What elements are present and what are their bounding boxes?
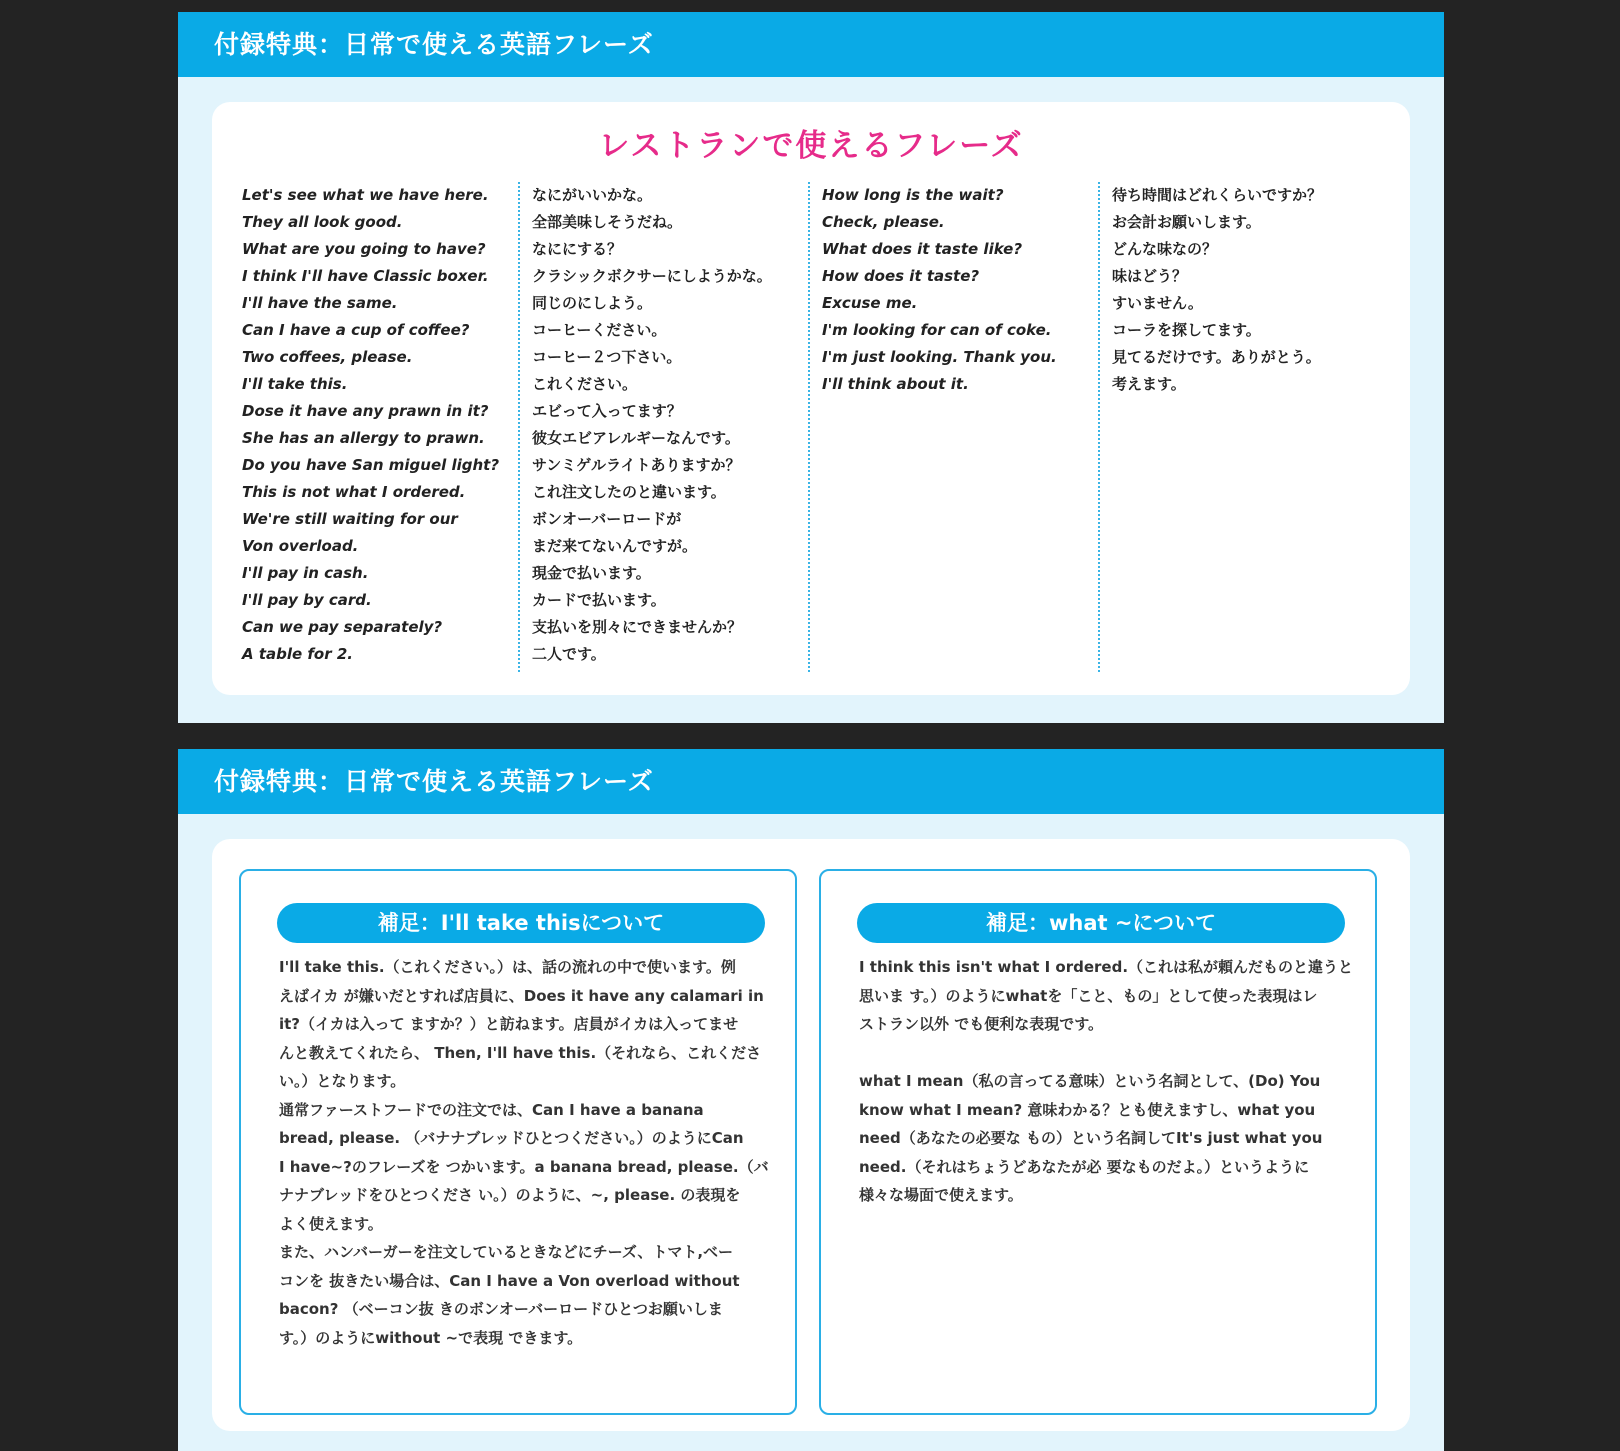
- japanese-phrase: ボンオーバーロードが: [532, 510, 682, 528]
- english-phrase: Can we pay separately?: [242, 618, 443, 636]
- japanese-phrase: お会計お願いします。: [1112, 213, 1261, 231]
- note-title: 補足：what ~について: [857, 903, 1345, 943]
- japanese-phrase: コーヒーください。: [532, 321, 667, 339]
- column-divider: [1098, 182, 1100, 672]
- japanese-phrase: クラシックボクサーにしようかな。: [532, 267, 772, 285]
- japanese-phrase: すいません。: [1112, 294, 1203, 312]
- japanese-phrase: 全部美味しそうだね。: [532, 213, 683, 231]
- note-line: す。）のようにwithout ~で表現 できます。: [279, 1328, 583, 1347]
- english-phrase: I'll pay by card.: [242, 591, 372, 609]
- english-phrases-column-1: [242, 182, 512, 663]
- note-line: I'll take this.（これください。）は、話の流れの中で使います。例: [279, 958, 736, 976]
- note-line: need（あなたの必要な もの）という名詞してIt's just what you: [859, 1129, 1323, 1147]
- note-line: ストラン以外 でも便利な表現です。: [859, 1015, 1104, 1033]
- note-line: need.（それはちょうどあなたが必 要なものだよ。）というように: [859, 1157, 1310, 1176]
- english-phrase: I'll think about it.: [822, 375, 969, 393]
- english-phrase: Can I have a cup of coffee?: [242, 321, 470, 339]
- note-line: know what I mean? 意味わかる？とも使えますし、what you: [859, 1100, 1316, 1119]
- note-line: 様々な場面で使えます。: [859, 1186, 1023, 1204]
- japanese-phrase: なにがいいかな。: [532, 186, 653, 204]
- english-phrase: We're still waiting for our: [242, 510, 458, 528]
- english-phrase: What are you going to have?: [242, 240, 486, 258]
- english-phrase: She has an allergy to prawn.: [242, 429, 485, 447]
- english-phrase: Do you have San miguel light?: [242, 456, 500, 474]
- note-line: んと教えてくれたら、 Then, I'll have this.（それなら、これくださ: [279, 1043, 762, 1062]
- english-phrase: Excuse me.: [822, 294, 918, 312]
- note-line: 通常ファーストフードでの注文では、Can I have a banana: [279, 1100, 704, 1119]
- english-phrase: I'll have the same.: [242, 294, 398, 312]
- japanese-phrase: 味はどう？: [1112, 267, 1188, 285]
- note-line: bread, please. （バナナブレッドひとつください。）のようにCan: [279, 1129, 744, 1147]
- japanese-phrase: 二人です。: [532, 645, 606, 663]
- column-divider: [518, 182, 520, 672]
- english-phrase: I'll pay in cash.: [242, 564, 369, 582]
- english-phrase: I think I'll have Classic boxer.: [242, 267, 489, 285]
- english-phrase: A table for 2.: [242, 645, 353, 663]
- note-line: い。）となります。: [279, 1072, 406, 1090]
- japanese-phrase: これください。: [532, 375, 638, 393]
- page-header: 付録特典：日常で使える英語フレーズ: [178, 749, 1444, 814]
- note-line: ナナブレッドをひとつくださ い。）のように、~, please. の表現を: [279, 1186, 741, 1204]
- english-phrase: I'm just looking. Thank you.: [822, 348, 1057, 366]
- japanese-phrase: どんな味なの？: [1112, 240, 1218, 258]
- note-line: I have~?のフレーズを つかいます。a banana bread, please.（バ: [279, 1157, 769, 1176]
- japanese-phrases-column-2: [1112, 182, 1382, 650]
- japanese-phrase: 現金で払います。: [532, 564, 651, 582]
- note-body: [279, 953, 769, 1352]
- english-phrase: They all look good.: [242, 213, 403, 231]
- english-phrase: I'll take this.: [242, 375, 348, 393]
- japanese-phrase: 支払いを別々にできませんか？: [532, 618, 743, 636]
- section-title: レストランで使えるフレーズ: [598, 128, 1024, 164]
- english-phrase: This is not what I ordered.: [242, 483, 466, 501]
- page-supplement-notes: [178, 749, 1444, 1451]
- japanese-phrase: 待ち時間はどれくらいですか？: [1112, 186, 1323, 204]
- japanese-phrase: なににする？: [532, 240, 623, 258]
- note-line: I think this isn't what I ordered.（これは私が頼んだものと違うと: [859, 958, 1354, 976]
- japanese-phrase: コーヒー２つ下さい。: [532, 348, 682, 366]
- english-phrase: How long is the wait?: [822, 186, 1004, 204]
- note-box-what: [819, 869, 1377, 1415]
- english-phrase: Von overload.: [242, 537, 359, 555]
- japanese-phrase: まだ来てないんですが。: [532, 537, 698, 555]
- note-line: コンを 抜きたい場合は、Can I have a Von overload without: [279, 1271, 740, 1290]
- japanese-phrase: 彼女エビアレルギーなんです。: [532, 429, 740, 447]
- japanese-phrase: 同じのにしよう。: [532, 294, 653, 312]
- english-phrase: Check, please.: [822, 213, 945, 231]
- paragraph-gap: [859, 1039, 1345, 1068]
- japanese-phrases-column-1: [532, 182, 802, 663]
- english-phrase: What does it taste like?: [822, 240, 1023, 258]
- english-phrases-column-2: [822, 182, 1092, 650]
- japanese-phrase: 考えます。: [1112, 375, 1186, 393]
- note-body: [859, 953, 1354, 1210]
- english-phrase: I'm looking for can of coke.: [822, 321, 1052, 339]
- japanese-phrase: サンミゲルライトありますか？: [532, 456, 741, 474]
- notes-panel: [212, 839, 1410, 1431]
- english-phrase: Two coffees, please.: [242, 348, 413, 366]
- english-phrase: Dose it have any prawn in it?: [242, 402, 489, 420]
- page-header: 付録特典：日常で使える英語フレーズ: [178, 12, 1444, 77]
- note-box-ill-take-this: [239, 869, 797, 1415]
- phrase-panel: [212, 102, 1410, 695]
- note-line: it?（イカは入って ますか？）と訪ねます。店員がイカは入ってませ: [279, 1015, 739, 1033]
- english-phrase: How does it taste?: [822, 267, 980, 285]
- japanese-phrase: これ注文したのと違います。: [532, 483, 726, 501]
- page-restaurant-phrases: [178, 12, 1444, 723]
- note-title: 補足：I'll take thisについて: [277, 903, 765, 943]
- japanese-phrase: エビって入ってます？: [532, 402, 682, 420]
- english-phrase: Let's see what we have here.: [242, 186, 489, 204]
- note-line: what I mean（私の言ってる意味）という名詞として、(Do) You: [859, 1072, 1321, 1090]
- note-line: bacon? （ベーコン抜 きのボンオーバーロードひとつお願いしま: [279, 1300, 723, 1318]
- japanese-phrase: コーラを探してます。: [1112, 321, 1261, 339]
- japanese-phrase: カードで払います。: [532, 591, 666, 609]
- japanese-phrase: 見てるだけです。ありがとう。: [1112, 348, 1321, 366]
- note-line: よく使えます。: [279, 1214, 383, 1233]
- column-divider: [808, 182, 810, 672]
- note-line: 思いま す。）のようにwhatを「こと、もの」として使った表現はレ: [859, 986, 1318, 1005]
- note-line: えばイカ が嫌いだとすれば店員に、Does it have any calamari in: [279, 986, 764, 1005]
- note-line: また、ハンバーガーを注文しているときなどにチーズ、トマト,ベー: [279, 1243, 734, 1261]
